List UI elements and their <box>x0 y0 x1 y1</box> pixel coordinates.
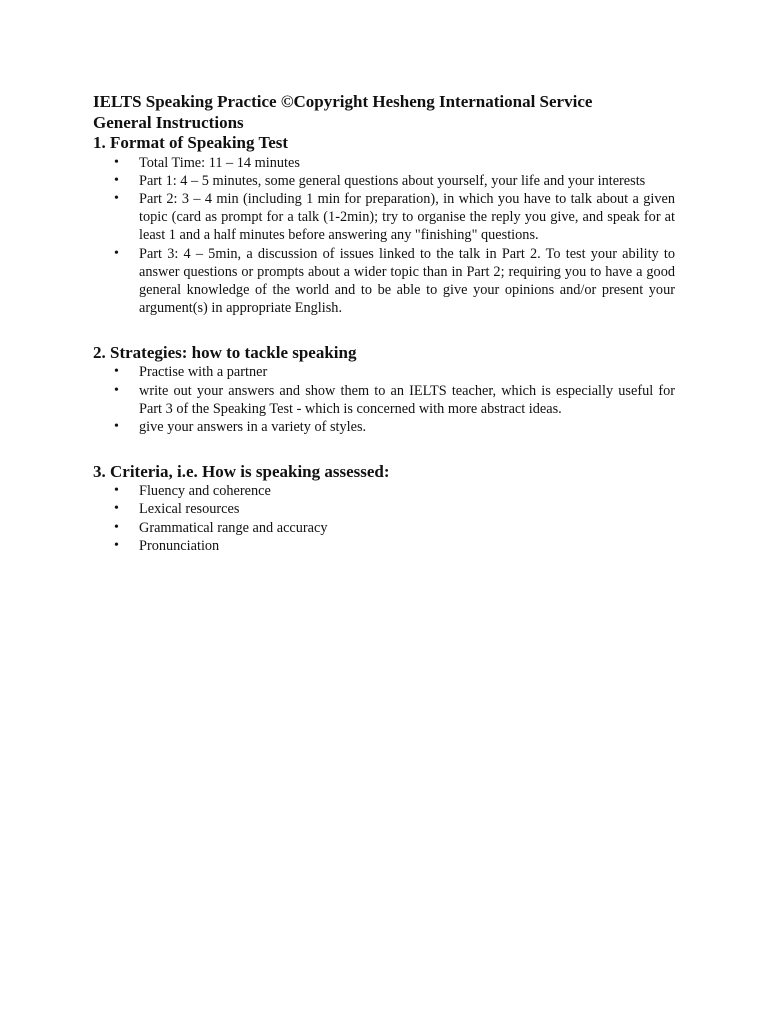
bullet-icon: • <box>114 172 119 188</box>
list-item-text: Part 3: 4 – 5min, a discussion of issues linked to the talk in Part 2. To test your ability to answer questions or prompts about a wider topic than in Part 2; requiring you to have a good general knowledge of the world and to be able to give your opinions and/or present your argument(s) in appropriate English. <box>139 245 675 317</box>
document-subtitle: General Instructions <box>93 112 244 132</box>
list-item <box>93 172 675 190</box>
section-3-list <box>93 482 675 555</box>
list-item-text: Lexical resources <box>139 501 240 518</box>
list-item-text: Pronunciation <box>139 537 220 554</box>
list-item <box>93 482 675 500</box>
section-1-total-time-list <box>93 154 675 172</box>
bullet-icon: • <box>114 501 119 517</box>
section-3-heading: 3. Criteria, i.e. How is speaking assessed: <box>93 462 390 482</box>
section-2-list <box>93 363 675 436</box>
list-item <box>93 500 675 518</box>
list-item <box>93 418 675 436</box>
list-item <box>93 537 675 555</box>
list-item <box>93 519 675 537</box>
list-item-text: Fluency and coherence <box>139 483 271 500</box>
list-item <box>93 190 675 245</box>
bullet-icon: • <box>114 154 119 170</box>
document-title: IELTS Speaking Practice ©Copyright Hesheng International Service <box>93 92 593 111</box>
list-item-text: Total Time: 11 – 14 minutes <box>139 154 300 171</box>
list-item <box>93 382 675 418</box>
list-item-text: write out your answers and show them to an IELTS teacher, which is especially useful for Part 3 of the Speaking Test - which is concerned with more abstract ideas. <box>139 382 675 417</box>
section-2-heading: 2. Strategies: how to tackle speaking <box>93 343 357 363</box>
bullet-icon: • <box>114 245 119 261</box>
list-item-text: Part 1: 4 – 5 minutes, some general questions about yourself, your life and your interests <box>139 172 646 189</box>
bullet-icon: • <box>114 519 119 535</box>
bullet-icon: • <box>114 382 119 398</box>
bullet-icon: • <box>114 364 119 380</box>
bullet-icon: • <box>114 190 119 206</box>
bullet-icon: • <box>114 537 119 553</box>
section-1-heading: 1. Format of Speaking Test <box>93 133 289 152</box>
list-item <box>93 154 675 172</box>
section-1-parts-list <box>93 172 675 318</box>
list-item-text: Grammatical range and accuracy <box>139 519 328 536</box>
list-item <box>93 245 675 318</box>
list-item-text: Practise with a partner <box>139 364 268 381</box>
list-item-text: Part 2: 3 – 4 min (including 1 min for preparation), in which you have to talk about a given topic (card as prompt for a talk (1-2min); try to organise the reply you give, and speak for at least 1 and a half minutes before answering any "finishing" questions. <box>139 190 675 244</box>
bullet-icon: • <box>114 483 119 499</box>
list-item-text: give your answers in a variety of styles. <box>139 418 367 435</box>
bullet-icon: • <box>114 418 119 434</box>
list-item <box>93 363 675 381</box>
